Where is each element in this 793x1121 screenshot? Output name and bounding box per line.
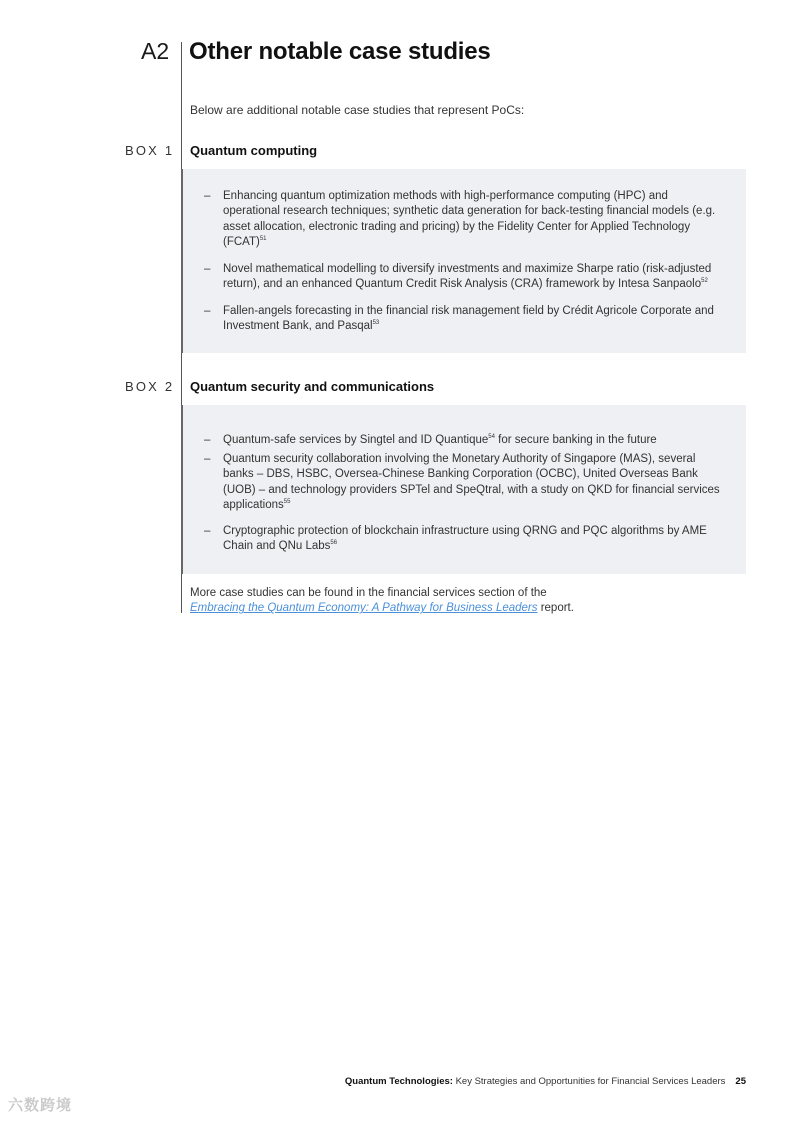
dash-bullet: – (204, 190, 211, 202)
page-number: 25 (735, 1076, 746, 1087)
section-number: A2 (141, 38, 170, 64)
footnote-ref: 51 (259, 236, 267, 243)
more-case-studies-note: More case studies can be found in the financial services section of the Embracing the Quantum Economy: A Pathway for Business Leaders report. (190, 587, 574, 615)
box-2-title: Quantum security and communications (190, 379, 435, 394)
report-link[interactable]: Embracing the Quantum Economy: A Pathway for Business Leaders (190, 602, 538, 615)
dash-bullet: – (204, 525, 211, 537)
footnote-ref: 54 (488, 434, 495, 441)
box-2-panel (181, 405, 746, 574)
list-item: – Novel mathematical modelling to diversify investments and maximize Sharpe ratio (risk-adjusted return), and an enhanced Quantum Credit Risk Analysis (CRA) framework by Intesa Sanpaolo$^{52}$ (204, 263, 712, 291)
list-item: – Cryptographic protection of blockchain infrastructure using QRNG and PQC algorithms by AME Chain and QNu Labs$^{56}$ (204, 525, 707, 553)
footnote-ref: 52 (701, 278, 708, 285)
footnote-ref: 55 (283, 499, 291, 506)
footer-subtitle: Key Strategies and Opportunities for Financial Services Leaders (452, 1076, 726, 1087)
footer-title: Quantum Technologies: (344, 1076, 453, 1087)
list-item: – Quantum-safe services by Singtel and ID Quantique$^{54}$ for secure banking in the future (223, 433, 723, 448)
box-1-panel (181, 169, 746, 353)
footnote-ref: 56 (330, 540, 338, 547)
page-footer (345, 1076, 746, 1087)
list-item: – Enhancing quantum optimization methods with high-performance computing (HPC) and operational research techniques; synthetic data generation for back-testing financial models (e.g. asset allocation, electronic trading and pricing) by the Fidelity Center for Applied Technology (FCAT)$^{51}$ (204, 190, 716, 249)
dash-bullet: – (204, 434, 211, 446)
dash-bullet: – (204, 263, 211, 275)
footnote-ref: 53 (372, 320, 380, 327)
page-title: Other notable case studies (189, 38, 491, 65)
box-1-label: BOX 1 (125, 143, 175, 158)
box-1-title: Quantum computing (190, 143, 318, 158)
dash-bullet: – (204, 453, 211, 465)
intro-text: Below are additional notable case studies that represent PoCs: (190, 103, 525, 117)
list-item: – Fallen-angels forecasting in the financial risk management field by Crédit Agricole Corporate and Investment Bank, and Pasqal$^{53}$ (204, 305, 714, 333)
list-item: – Quantum security collaboration involving the Monetary Authority of Singapore (MAS), several banks – DBS, HSBC, Oversea-Chinese Banking Corporation (OCBC), United Overseas Bank (UOB) – and technology providers SPTel and SpeQtral, with a study on QKD for financial services applications$^{55}$ (204, 453, 720, 512)
box-2-label: BOX 2 (125, 379, 175, 394)
watermark-logo: 六数跨境 (8, 1097, 73, 1114)
dash-bullet: – (204, 305, 211, 317)
